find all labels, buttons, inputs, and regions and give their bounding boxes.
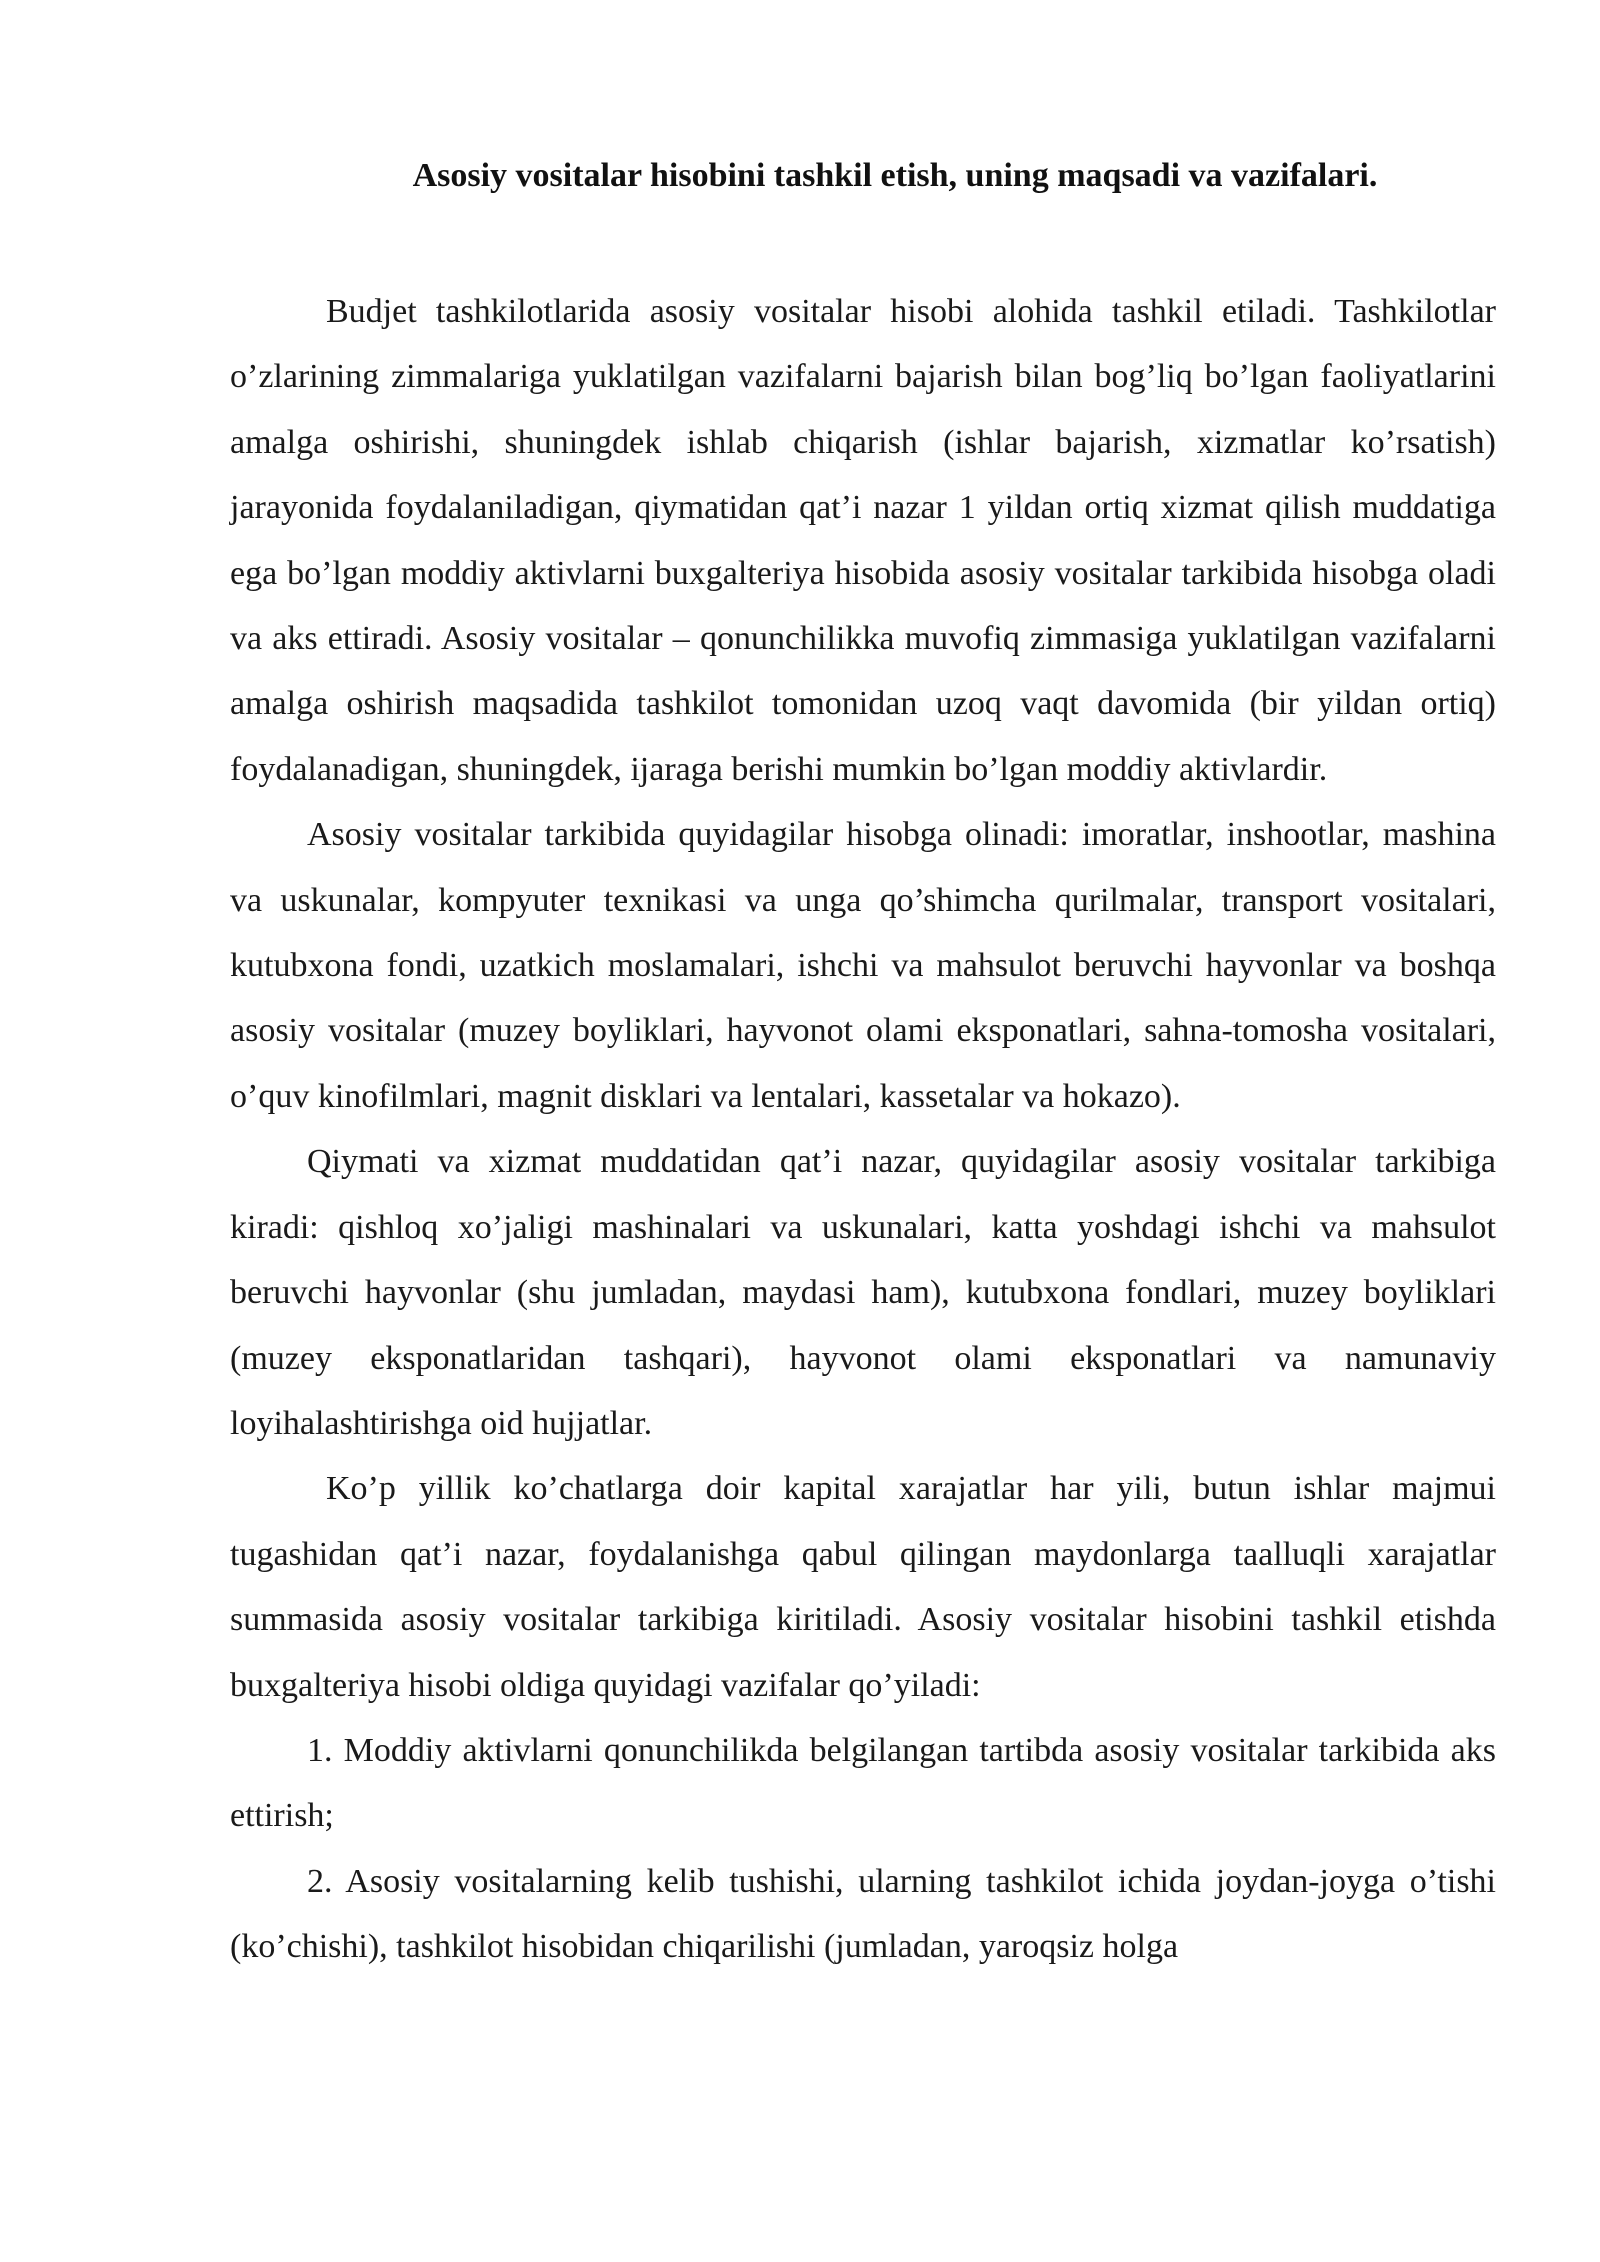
paragraph-asosiy-vositalar-definition: Budjet tashkilotlarida asosiy vositalar hisobi alohida tashkil etiladi. Tashkilotlar o’zlarining zimmalariga yuklatilgan vazifalarni bajarish bilan bog’liq bo’lgan faoliyatlarini amalga oshirishi, shuningdek ishlab chiqarish (ishlar bajarish, xizmatlar ko’rsatish) jarayonida foydalaniladigan, qiymatidan qat’i nazar 1 yildan ortiq xizmat qilish muddatiga ega bo’lgan moddiy aktivlarni buxgalteriya hisobida asosiy vositalar tarkibida hisobga oladi va aks ettiradi. Asosiy vositalar – qonunchilikka muvofiq zimmasiga yuklatilgan vazifalarni amalga oshirish maqsadida tashkilot tomonidan uzoq vaqt davomida (bir yildan ortiq) foydalanadigan, shuningdek, ijaraga berishi mumkin bo’lgan moddiy aktivlardir. bbox=[230, 293, 1496, 788]
list-item-2: 2. Asosiy vositalarning kelib tushishi, ularning tashkilot ichida joydan-joyga o’tishi (ko’chishi), tashkilot hisobidan chiqarilishi (jumladan, yaroqsiz holga bbox=[230, 1862, 1496, 1966]
document-title: Asosiy vositalar hisobini tashkil etish, uning maqsadi va vazifalari. bbox=[412, 157, 1378, 194]
paragraph-regardless-of-value: Qiymati va xizmat muddatidan qat’i nazar, quyidagilar asosiy vositalar tarkibiga kiradi: qishloq xo’jaligi mashinalari va uskunalari, katta yoshdagi ishchi va mahsulot beruvchi hayvonlar (shu jumladan, maydasi ham), kutubxona fondlari, muzey boyliklari (muzey eksponatlaridan tashqari), hayvonot olami eksponatlari va namunaviy loyihalashtirishga oid hujjatlar. bbox=[230, 1143, 1496, 1442]
paragraph-asosiy-vositalar-composition: Asosiy vositalar tarkibida quyidagilar hisobga olinadi: imoratlar, inshootlar, mashina va uskunalar, kompyuter texnikasi va unga qo’shimcha qurilmalar, transport vositalari, kutubxona fondi, uzatkich moslamalari, ishchi va mahsulot beruvchi hayvonlar va boshqa asosiy vositalar (muzey boyliklari, hayvonot olami eksponatlari, sahna-tomosha vositalari, o’quv kinofilmlari, magnit disklari va lentalari, kassetalar va hokazo). bbox=[230, 816, 1496, 1115]
paragraph-capital-expenses: Ko’p yillik ko’chatlarga doir kapital xarajatlar har yili, butun ishlar majmui tugashidan qat’i nazar, foydalanishga qabul qilingan maydonlarga taalluqli xarajatlar summasida asosiy vositalar tarkibiga kiritiladi. Asosiy vositalar hisobini tashkil etishda buxgalteriya hisobi oldiga quyidagi vazifalar qo’yiladi: bbox=[230, 1470, 1496, 1704]
list-item-1: 1. Moddiy aktivlarni qonunchilikda belgilangan tartibda asosiy vositalar tarkibida aks ettirish; bbox=[230, 1731, 1496, 1835]
document-body bbox=[230, 279, 1496, 1980]
